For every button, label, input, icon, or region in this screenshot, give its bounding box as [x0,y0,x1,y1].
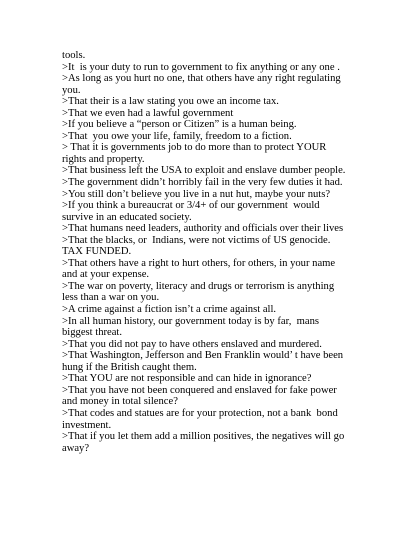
text-line: >That you have not been conquered and enslaved for fake power [62,384,337,396]
text-line: and at your expense. [62,269,150,281]
text-line: >That we even had a lawful government [62,107,234,119]
text-line: >That others have a right to hurt others, for others, in your name [62,257,336,269]
text-line: tools. [62,50,86,61]
text-line: investment. [62,419,112,431]
text-line: > That it is governments job to do more than to protect YOUR [62,142,327,154]
text-line: >A crime against a fiction isn’t a crime against all. [62,304,277,316]
text-line: >If you think a bureaucrat or 3/4+ of our government would [62,200,320,212]
text-line: TAX FUNDED. [62,246,132,258]
text-line: >That Washington, Jefferson and Ben Franklin would’ t have been [62,350,344,362]
text-line: >In all human history, our government today is by far, mans [62,315,320,327]
text-line: >That the blacks, or Indians, were not victims of US genocide. [62,234,331,246]
text-line: >That if you let them add a million positives, the negatives will go [62,431,345,443]
text-line: >That business left the USA to exploit and enslave dumber people. [62,165,346,177]
text-line: >That humans need leaders, authority and officials over their lives [62,223,344,235]
text-line: >That codes and statues are for your protection, not a bank bond [62,407,338,419]
text-line: >If you believe a “person or Citizen” is a human being. [62,119,297,131]
text-line: rights and property. [62,153,145,165]
text-line: survive in an educated society. [62,211,192,223]
text-line: and money in total silence? [62,396,178,408]
text-line: you. [62,84,81,96]
text-line: >The government didn’t horribly fail in the very few duties it had. [62,177,343,189]
text-line: hung if the British caught them. [62,361,197,373]
text-line: biggest threat. [62,327,123,339]
text-line: less than a war on you. [62,292,160,304]
text-line: >That you owe your life, family, freedom to a fiction. [62,130,292,142]
text-line: away? [62,442,90,454]
text-line: >It is your duty to run to government to fix anything or any one . [62,61,340,73]
text-line: >The war on poverty, literacy and drugs or terrorism is anything [62,280,335,292]
document-text [62,50,368,454]
text-line: >As long as you hurt no one, that others have any right regulating [62,73,341,85]
text-line: >You still don’t believe you live in a nut hut, maybe your nuts? [62,188,331,200]
text-line: >That their is a law stating you owe an income tax. [62,96,279,108]
text-line: >That YOU are not responsible and can hide in ignorance? [62,373,312,385]
text-line: >That you did not pay to have others enslaved and murdered. [62,338,322,350]
